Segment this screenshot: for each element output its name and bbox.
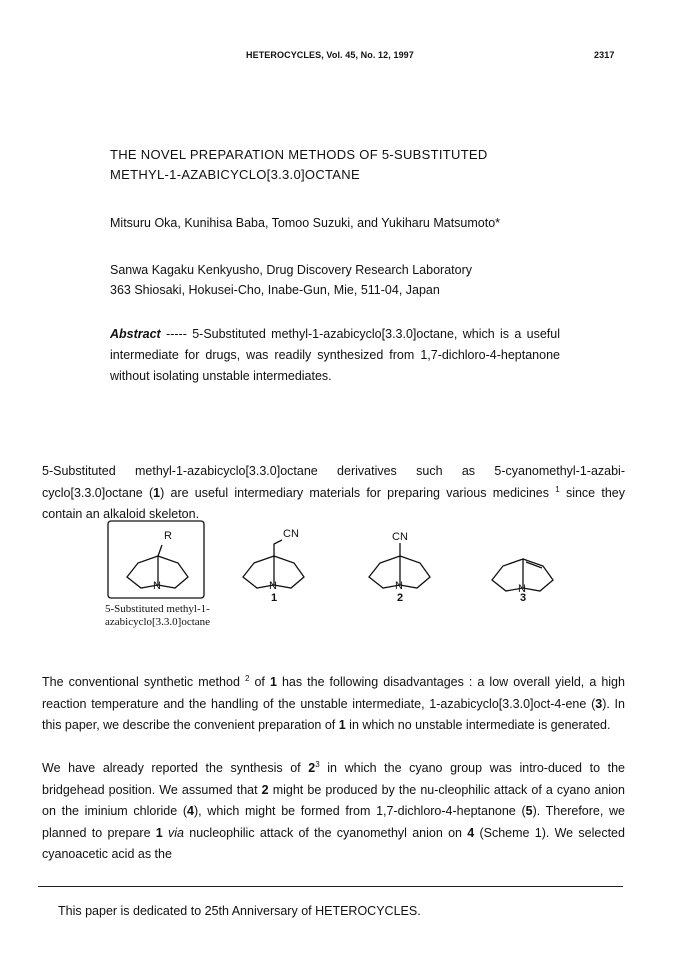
title-line-1: THE NOVEL PREPARATION METHODS OF 5-SUBSTITUTED xyxy=(110,147,488,162)
citation-sup: 1 xyxy=(555,484,560,494)
p2-text: in which no unstable intermediate is generated. xyxy=(349,718,611,732)
footnote-rule xyxy=(38,886,623,887)
compound-ref: 2 xyxy=(308,761,316,775)
abstract-dashes: ----- xyxy=(166,327,187,341)
caption-line-1: 5-Substituted methyl-1- xyxy=(105,603,210,615)
affiliation-line-1: Sanwa Kagaku Kenkyusho, Drug Discovery Research Laboratory xyxy=(110,263,472,277)
p2-text: ). In this paper, we describe the convenient preparation of xyxy=(42,696,625,732)
cn-label-1: CN xyxy=(283,528,299,540)
compound-ref: 2 xyxy=(261,782,269,797)
running-header: HETEROCYCLES, Vol. 45, No. 12, 1997 xyxy=(246,50,414,60)
intro-text-2: ) are useful intermediary materials for preparing various medicines xyxy=(160,485,550,500)
p2-text: has the following disadvantages : a low overall yield, a high reaction temperature and the handling of the unstable intermediate, 1-azabicyclo[3.3.0]oct-4-ene ( xyxy=(42,675,625,711)
p3-text: in which the cyano group was intro-duced to the bridgehead position. We assumed that xyxy=(42,761,625,797)
structure-caption xyxy=(105,603,210,629)
compound-ref: 3 xyxy=(595,696,603,711)
author-list: Mitsuru Oka, Kunihisa Baba, Tomoo Suzuki, and Yukiharu Matsumoto* xyxy=(110,216,501,230)
abstract-label: Abstract xyxy=(110,327,161,341)
page-number: 2317 xyxy=(594,50,615,60)
n-label-2: N xyxy=(395,580,403,592)
compound-ref: 1 xyxy=(155,825,163,840)
r-label: R xyxy=(164,530,172,542)
p3-text: ), which might be formed from 1,7-dichloro-4-heptanone ( xyxy=(193,804,526,818)
intro-text-3: since they contain an alkaloid skeleton. xyxy=(42,485,625,521)
paper-title xyxy=(110,145,488,185)
p3-text: We have already reported the synthesis of xyxy=(42,761,301,775)
footnote: This paper is dedicated to 25th Anniversary of HETEROCYCLES. xyxy=(58,904,421,918)
p3-text: nucleophilic attack of the cyanomethyl anion on xyxy=(189,825,462,840)
structures-figure xyxy=(0,515,688,605)
title-line-2: METHYL-1-AZABICYCLO[3.3.0]OCTANE xyxy=(110,167,360,182)
affiliation xyxy=(110,260,472,300)
compound-label-2: 2 xyxy=(397,592,404,604)
citation-sup: 3 xyxy=(315,760,320,769)
citation-sup: 2 xyxy=(244,674,250,683)
p3-text: might be produced by the nu-cleophilic attack of a cyano anion on the iminium chloride ( xyxy=(42,782,625,818)
n-label-generic: N xyxy=(153,580,161,592)
body-paragraph-2 xyxy=(42,672,625,737)
p3-italic: via xyxy=(168,825,184,840)
abstract xyxy=(110,324,560,387)
compound-ref: 5 xyxy=(525,804,533,818)
compound-ref: 1 xyxy=(269,675,277,689)
abstract-text: 5-Substituted methyl-1-azabicyclo[3.3.0]octane, which is a useful intermediate for drugs, was readily synthesized from 1,7-dichloro-4-heptanone without isolating unstable intermediates. xyxy=(110,327,560,383)
compound-label-1: 1 xyxy=(271,592,278,604)
caption-line-2: azabicyclo[3.3.0]octane xyxy=(105,616,211,628)
compound-ref: 1 xyxy=(338,718,346,732)
affiliation-line-2: 363 Shiosaki, Hokusei-Cho, Inabe-Gun, Mie, 511-04, Japan xyxy=(110,283,440,297)
p3-text: ). Therefore, we planned to prepare xyxy=(42,804,625,840)
intro-text-1: 5-Substituted methyl-1-azabicyclo[3.3.0]octane derivatives such as 5-cyanomethyl-1-azabi-cyclo[3.3.0]octane ( xyxy=(42,464,625,500)
p3-text: (Scheme 1). We selected cyanoacetic acid as the xyxy=(42,825,625,861)
compound-label-3: 3 xyxy=(520,592,527,604)
n-label-1: N xyxy=(269,580,277,592)
compound-ref: 4 xyxy=(187,804,194,818)
n-label-3: N xyxy=(518,583,526,595)
p2-text: The conventional synthetic method xyxy=(42,675,240,689)
body-paragraph-3 xyxy=(42,758,625,866)
compound-ref: 4 xyxy=(467,825,475,840)
p2-text: of xyxy=(254,675,265,689)
compound-ref: 1 xyxy=(153,485,161,500)
cn-label-2: CN xyxy=(392,531,408,543)
